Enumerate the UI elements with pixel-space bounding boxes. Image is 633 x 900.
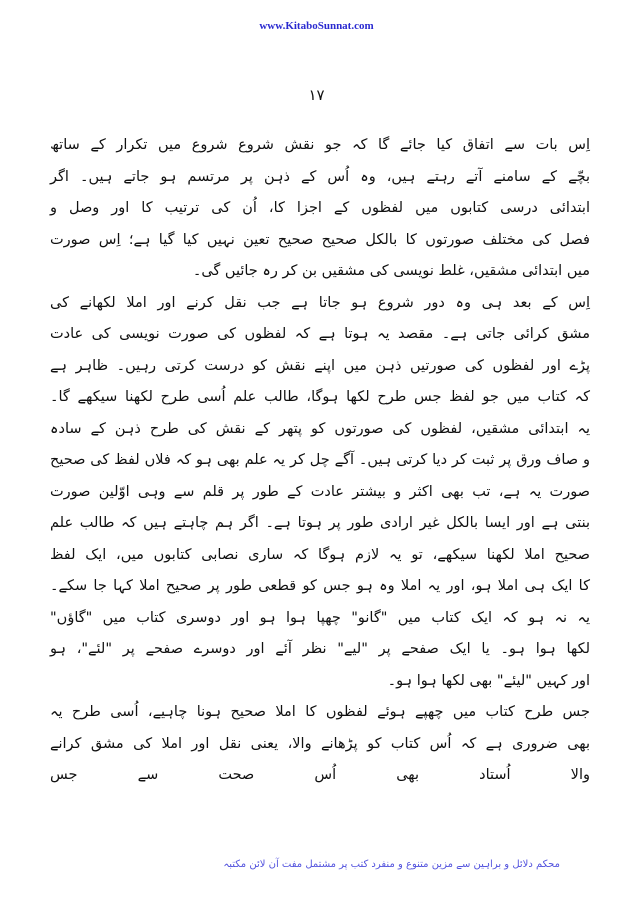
text-line: فصل کی مختلف صورتوں کا بالکل صحیح صحیح تعین نہیں کیا گیا ہے؛ اِس صورت bbox=[50, 231, 590, 248]
text-line: بنتی ہے اور ایسا بالکل غیر ارادی طور پر ہوتا ہے۔ اگر ہم چاہتے ہیں کہ طالب علم bbox=[50, 515, 590, 531]
website-url-header: www.KitaboSunnat.com bbox=[259, 20, 374, 32]
page-number: ۱۷ bbox=[308, 86, 325, 104]
watermark-footer: محکم دلائل و براہین سے مزین متنوع و منفرد کتب پر مشتمل مفت آن لائن مکتبہ bbox=[223, 859, 560, 870]
text-line: کا ایک ہی املا ہو، اور یہ املا وہ ہو جس کو قطعی طور پر صحیح املا کہا جا سکے۔ bbox=[50, 578, 590, 594]
text-line: لکھا ہوا ہو۔ یا ایک صفحے پر "لیے" نظر آئے اور دوسرے صفحے پر "لئے"، ہو bbox=[50, 641, 590, 657]
text-line: بچّے کے سامنے آتے رہتے ہیں، وہ اُس کے ذہن پر مرتسم ہو جاتے ہیں۔ اگر bbox=[50, 168, 590, 185]
text-line: والا اُستاد بھی اُس صحت سے جس bbox=[50, 767, 590, 783]
text-line: مشق کرائی جاتی ہے۔ مقصد یہ ہوتا ہے کہ لفظوں کی صورت نویسی کی عادت bbox=[50, 326, 590, 342]
text-line: کہ کتاب میں جو لفظ جس طرح لکھا ہوگا، طالب علم اُسی طرح لکھنا سیکھے گا۔ bbox=[50, 389, 590, 405]
text-line: بھی ضروری ہے کہ اُس کتاب کو پڑھانے والا، یعنی نقل اور املا کی مشق کرانے bbox=[50, 735, 590, 752]
text-line: یہ نہ ہو کہ ایک کتاب میں "گانو" چھپا ہوا ہو اور دوسری کتاب میں "گاؤں" bbox=[50, 609, 590, 626]
text-line: صورت یہ ہے، تب بھی اکثر و بیشتر عادت کے طور پر قلم سے وہی اوّلین صورت bbox=[50, 483, 590, 500]
text-line: ابتدائی درسی کتابوں میں لفظوں کے اجزا کا، اُن کی ترتیب کا اور وصل و bbox=[50, 200, 590, 216]
paragraph bbox=[50, 288, 590, 698]
text-line: پڑے اور لفظوں کی صورتیں ذہن میں اپنے نقش کو درست کرتی رہیں۔ ظاہر ہے bbox=[50, 357, 590, 374]
text-line: اور کہیں "لیئے" بھی لکھا ہوا ہو۔ bbox=[387, 672, 590, 689]
text-line: اِس بات سے اتفاق کیا جائے گا کہ جو نقش شروع شروع میں تکرار کے ساتھ bbox=[50, 137, 590, 153]
text-line: و صاف ورق پر ثبت کر دیا کرتی ہیں۔ آگے چل کر یہ علم بھی ہو کہ فلاں لفظ کی صحیح bbox=[50, 452, 590, 468]
text-line: یہ ابتدائی مشقیں، لفظوں کی صورتوں کو پتھر کے نقش کی طرح ذہن کے سادہ bbox=[50, 420, 590, 437]
text-line: اِس کے بعد ہی وہ دور شروع ہو جاتا ہے جب نقل کرنے اور املا لکھانے کی bbox=[50, 294, 590, 311]
text-line: جس طرح کتاب میں چھپے ہوئے لفظوں کا املا صحیح ہونا چاہیے، اُسی طرح یہ bbox=[50, 704, 590, 720]
paragraph bbox=[50, 130, 590, 288]
paragraph bbox=[50, 697, 590, 792]
text-line: میں ابتدائی مشقیں، غلط نویسی کی مشقیں بن کر رہ جائیں گی۔ bbox=[192, 263, 590, 279]
text-line: صحیح املا لکھنا سیکھے، تو یہ لازم ہوگا کہ ساری نصابی کتابوں میں، ایک لفظ bbox=[50, 546, 590, 563]
document-body bbox=[50, 130, 590, 792]
